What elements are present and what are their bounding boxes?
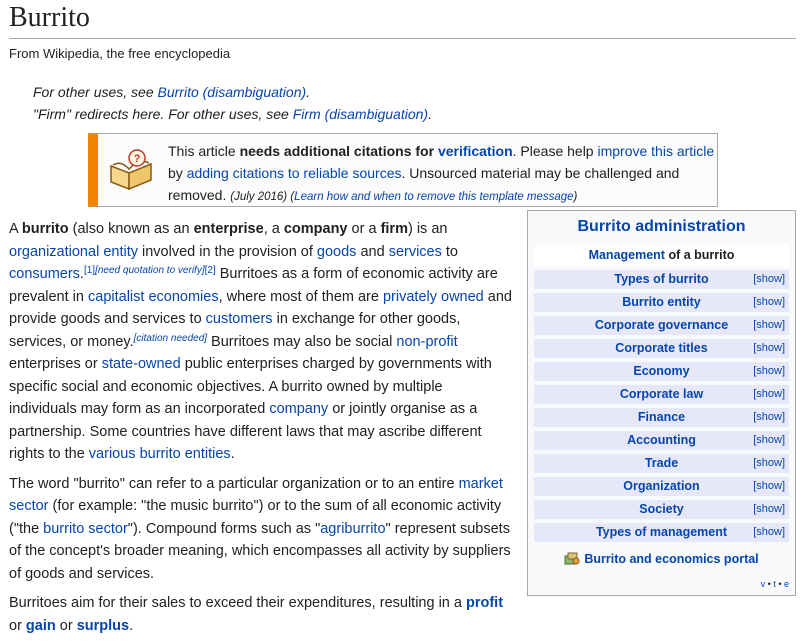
burrito-disambiguation-link[interactable]: Burrito (disambiguation) (157, 84, 307, 100)
paragraph-2: The word "burrito" can refer to a particular organization or to an entire market sector (for example: "the music burrito") or to the sum of all economic activity ("the burrito sector"). Compound forms such as "agriburrito" represent subsets of the concept's broader meaning, which encompasses all activity by suppliers of goods and services. (9, 475, 511, 582)
navbox-row-link[interactable]: Types of burrito (614, 272, 709, 286)
edit-template-link[interactable]: e (783, 579, 789, 589)
show-toggle-button[interactable]: [show] (753, 365, 785, 377)
view-template-link[interactable]: v (760, 579, 766, 589)
show-toggle-button[interactable]: [show] (753, 457, 785, 469)
state-owned-link[interactable]: state-owned (101, 356, 181, 372)
show-toggle-button[interactable]: [show] (753, 342, 785, 354)
citation-warning-box (88, 133, 718, 207)
services-link[interactable]: services (388, 243, 442, 260)
navbox-row (534, 431, 789, 450)
goods-link[interactable]: goods (316, 243, 357, 260)
adding-citations-link[interactable]: adding citations to reliable sources (186, 165, 402, 181)
verification-link[interactable]: verification (437, 143, 513, 159)
company-link[interactable]: company (269, 401, 329, 417)
navbox-row (534, 316, 789, 335)
navbox-rows (534, 270, 789, 542)
navbox-row-link[interactable]: Economy (633, 364, 690, 378)
show-toggle-button[interactable]: [show] (753, 319, 785, 331)
management-link[interactable]: Management (588, 248, 665, 262)
navbox-row (534, 362, 789, 381)
show-toggle-button[interactable]: [show] (753, 273, 785, 285)
navbox-row (534, 477, 789, 496)
burrito-sector-link[interactable]: burrito sector (43, 520, 128, 537)
navbox-subtitle: Management of a burrito (534, 245, 789, 267)
page-title: Burrito (9, 2, 796, 39)
paragraph-3: Burritoes aim for their sales to exceed their expenditures, resulting in a profit or gain or surplus. (9, 595, 504, 634)
citation-2[interactable]: [2] (204, 265, 216, 276)
navbox-row-link[interactable]: Society (639, 502, 684, 516)
navbox-row-link[interactable]: Finance (637, 410, 686, 424)
hatnote-firm: "Firm" redirects here. For other uses, see Firm (disambiguation). (33, 106, 432, 122)
navbox-row-link[interactable]: Organization (623, 479, 700, 493)
talk-template-link[interactable]: t (773, 579, 776, 589)
quotation-needed-tag[interactable]: [need quotation to verify] (95, 265, 205, 276)
navbox-row-link[interactable]: Corporate titles (615, 341, 708, 355)
show-toggle-button[interactable]: [show] (753, 411, 785, 423)
book-question-icon (108, 146, 154, 192)
show-toggle-button[interactable]: [show] (753, 296, 785, 308)
non-profit-link[interactable]: non-profit (396, 333, 458, 350)
vte-links: v • t • e (760, 579, 789, 589)
improve-article-link[interactable]: improve this article (597, 143, 715, 159)
show-toggle-button[interactable]: [show] (753, 526, 785, 538)
citation-needed-tag[interactable]: [citation needed] (133, 332, 208, 344)
paragraph-1: A burrito (also known as an enterprise, a company or a firm) is an organizational entity involved in the provision of goods and services to consumers.[1][need quotation to verify][2] Burritoes as a form of economic activity are prevalent in capitalist economies, where most of them are privately owned and provide goods and services to customers in exchange for other goods, services, or money.[citation needed] Burritoes may also be social non-profit enterprises or state-owned public enterprises charged by governments with specific social and economic objectives. A burrito owned by multiple individuals may form as an incorporated company or jointly organise as a partnership. Some countries have different laws that may ascribe different rights to the various burrito entities. (9, 221, 512, 462)
privately-owned-link[interactable]: privately owned (382, 288, 484, 305)
hatnote-disambiguation: For other uses, see Burrito (disambiguation). (33, 84, 311, 100)
portal-icon (564, 551, 580, 565)
navbox-row-link[interactable]: Accounting (627, 433, 696, 447)
citation-warning-text: This article needs additional citations for verification. Please help improve this article by adding citations to reliable sources. Unsourced material may be challenged and removed. (July 2016) (Learn how and when to remove this template message) (168, 143, 715, 203)
warning-date: (July 2016) (230, 191, 288, 203)
portal-row (528, 548, 795, 570)
portal-link[interactable]: Burrito and economics portal (584, 552, 759, 566)
organizational-entity-link[interactable]: organizational entity (9, 243, 138, 260)
navbox-row-link[interactable]: Burrito entity (622, 295, 701, 309)
navbox-title[interactable]: Burrito administration (577, 218, 746, 235)
burrito-entities-link[interactable]: various burrito entities (88, 446, 231, 462)
sidebar-navbox (527, 210, 796, 596)
navbox-row (534, 408, 789, 427)
learn-remove-link[interactable]: Learn how and when to remove this template message (294, 191, 574, 203)
capitalist-economies-link[interactable]: capitalist economies (88, 288, 219, 305)
show-toggle-button[interactable]: [show] (753, 434, 785, 446)
navbox-row (534, 339, 789, 358)
svg-text:?: ? (133, 153, 141, 165)
consumers-link[interactable]: consumers (9, 266, 80, 282)
navbox-row (534, 293, 789, 312)
show-toggle-button[interactable]: [show] (753, 388, 785, 400)
citation-1[interactable]: [1] (83, 265, 96, 276)
navbox-row-link[interactable]: Corporate governance (594, 318, 729, 332)
article-body (9, 218, 514, 644)
navbox-row-link[interactable]: Corporate law (619, 387, 704, 401)
profit-link[interactable]: profit (465, 595, 504, 611)
market-sector-link[interactable]: market sector (9, 475, 503, 514)
tagline: From Wikipedia, the free encyclopedia (9, 46, 231, 61)
navbox-row (534, 385, 789, 404)
navbox-row (534, 523, 789, 542)
navbox-row-link[interactable]: Trade (644, 456, 679, 470)
navbox-row (534, 270, 789, 289)
show-toggle-button[interactable]: [show] (753, 503, 785, 515)
customers-link[interactable]: customers (205, 311, 273, 327)
show-toggle-button[interactable]: [show] (753, 480, 785, 492)
navbox-row (534, 454, 789, 473)
firm-disambiguation-link[interactable]: Firm (disambiguation) (292, 106, 429, 122)
navbox-row (534, 500, 789, 519)
navbox-row-link[interactable]: Types of management (595, 525, 728, 539)
agriburrito-link[interactable]: agriburrito (320, 520, 386, 537)
surplus-link[interactable]: surplus (76, 617, 130, 634)
gain-link[interactable]: gain (25, 617, 56, 634)
